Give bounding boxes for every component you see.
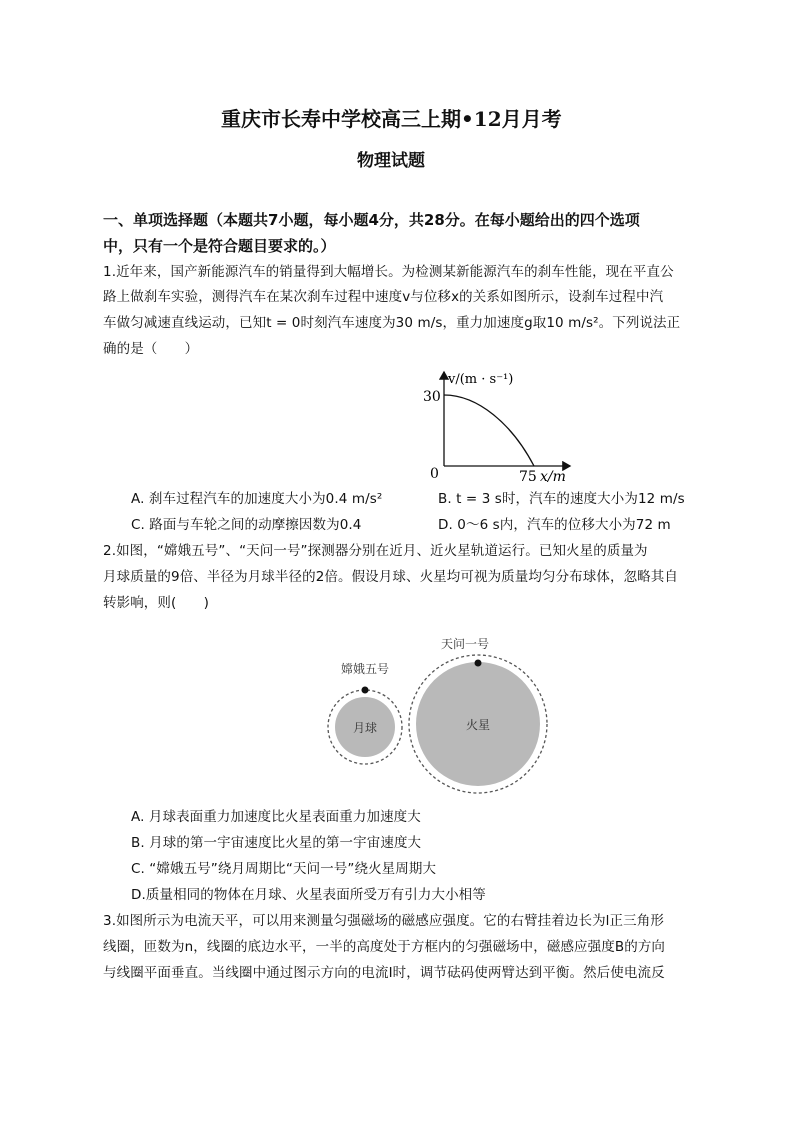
page-title: 重庆市长寿中学校高三上期•12月月考: [221, 107, 562, 131]
q2-option-d[interactable]: D.质量相同的物体在月球、火星表面所受万有引力大小相等: [131, 887, 486, 903]
q1-velocity-displacement-graph: [420, 364, 580, 488]
y-axis-label: v/(m · s⁻¹): [448, 372, 514, 387]
q2-option-a[interactable]: A. 月球表面重力加速度比火星表面重力加速度大: [131, 809, 421, 825]
section-heading-line2: 中，只有一个是符合题目要求的。）: [103, 237, 336, 255]
section-heading-line1: 一、单项选择题（本题共7小题，每小题4分，共28分。在每小题给出的四个选项: [103, 211, 640, 229]
q1-option-b[interactable]: B. t = 3 s时，汽车的速度大小为12 m/s: [438, 491, 685, 507]
q1-option-c[interactable]: C. 路面与车轮之间的动摩擦因数为0.4: [131, 517, 362, 533]
x-value-75: 75: [519, 469, 537, 485]
y-value-30: 30: [423, 389, 441, 405]
moon-probe-dot: [362, 687, 369, 694]
q1-line2: 路上做刹车实验，测得汽车在某次刹车过程中速度v与位移x的关系如图所示，设刹车过程中汽: [103, 289, 664, 305]
q1-line3: 车做匀减速直线运动，已知t = 0时刻汽车速度为30 m/s，重力加速度g取10 m/s²。下列说法正: [103, 315, 681, 331]
q2-orbit-figure: [320, 630, 560, 800]
q1-line1: 1.近年来，国产新能源汽车的销量得到大幅增长。为检测某新能源汽车的刹车性能，现在平直公: [103, 264, 674, 280]
q2-option-c[interactable]: C. “嫦娥五号”绕月周期比“天问一号”绕火星周期大: [131, 861, 437, 877]
mars-probe-dot: [475, 660, 482, 667]
probe-tianwen-1-label: 天问一号: [440, 637, 490, 651]
v-x-curve: [444, 395, 534, 466]
origin-label: 0: [430, 466, 439, 482]
q3-line1: 3.如图所示为电流天平，可以用来测量匀强磁场的磁感应强度。它的右臂挂着边长为l正三角形: [103, 913, 664, 929]
q2-line2: 月球质量的9倍、半径为月球半径的2倍。假设月球、火星均可视为质量均匀分布球体，忽略其自: [103, 569, 678, 585]
subject-title: 物理试题: [357, 151, 425, 171]
q2-line1: 2.如图，“嫦娥五号”、“天问一号”探测器分别在近月、近火星轨道运行。已知火星的质量为: [103, 543, 648, 559]
q3-line2: 线圈，匝数为n，线圈的底边水平，一半的高度处于方框内的匀强磁场中，磁感应强度B的方向: [103, 939, 666, 955]
moon-label: 月球: [352, 721, 378, 735]
q1-option-a[interactable]: A. 刹车过程汽车的加速度大小为0.4 m/s²: [131, 491, 383, 507]
mars-label: 火星: [465, 718, 491, 732]
q1-line4: 确的是（ ）: [103, 341, 199, 357]
x-axis-label: x/m: [540, 469, 566, 485]
q2-line3: 转影响，则( ): [103, 595, 209, 611]
q1-option-d[interactable]: D. 0～6 s内，汽车的位移大小为72 m: [438, 517, 671, 533]
q2-option-b[interactable]: B. 月球的第一宇宙速度比火星的第一宇宙速度大: [131, 835, 422, 851]
q3-line3: 与线圈平面垂直。当线圈中通过图示方向的电流I时，调节砝码使两臂达到平衡。然后使电流反: [103, 965, 665, 981]
probe-chang-e-5-label: 嫦娥五号: [340, 662, 390, 676]
